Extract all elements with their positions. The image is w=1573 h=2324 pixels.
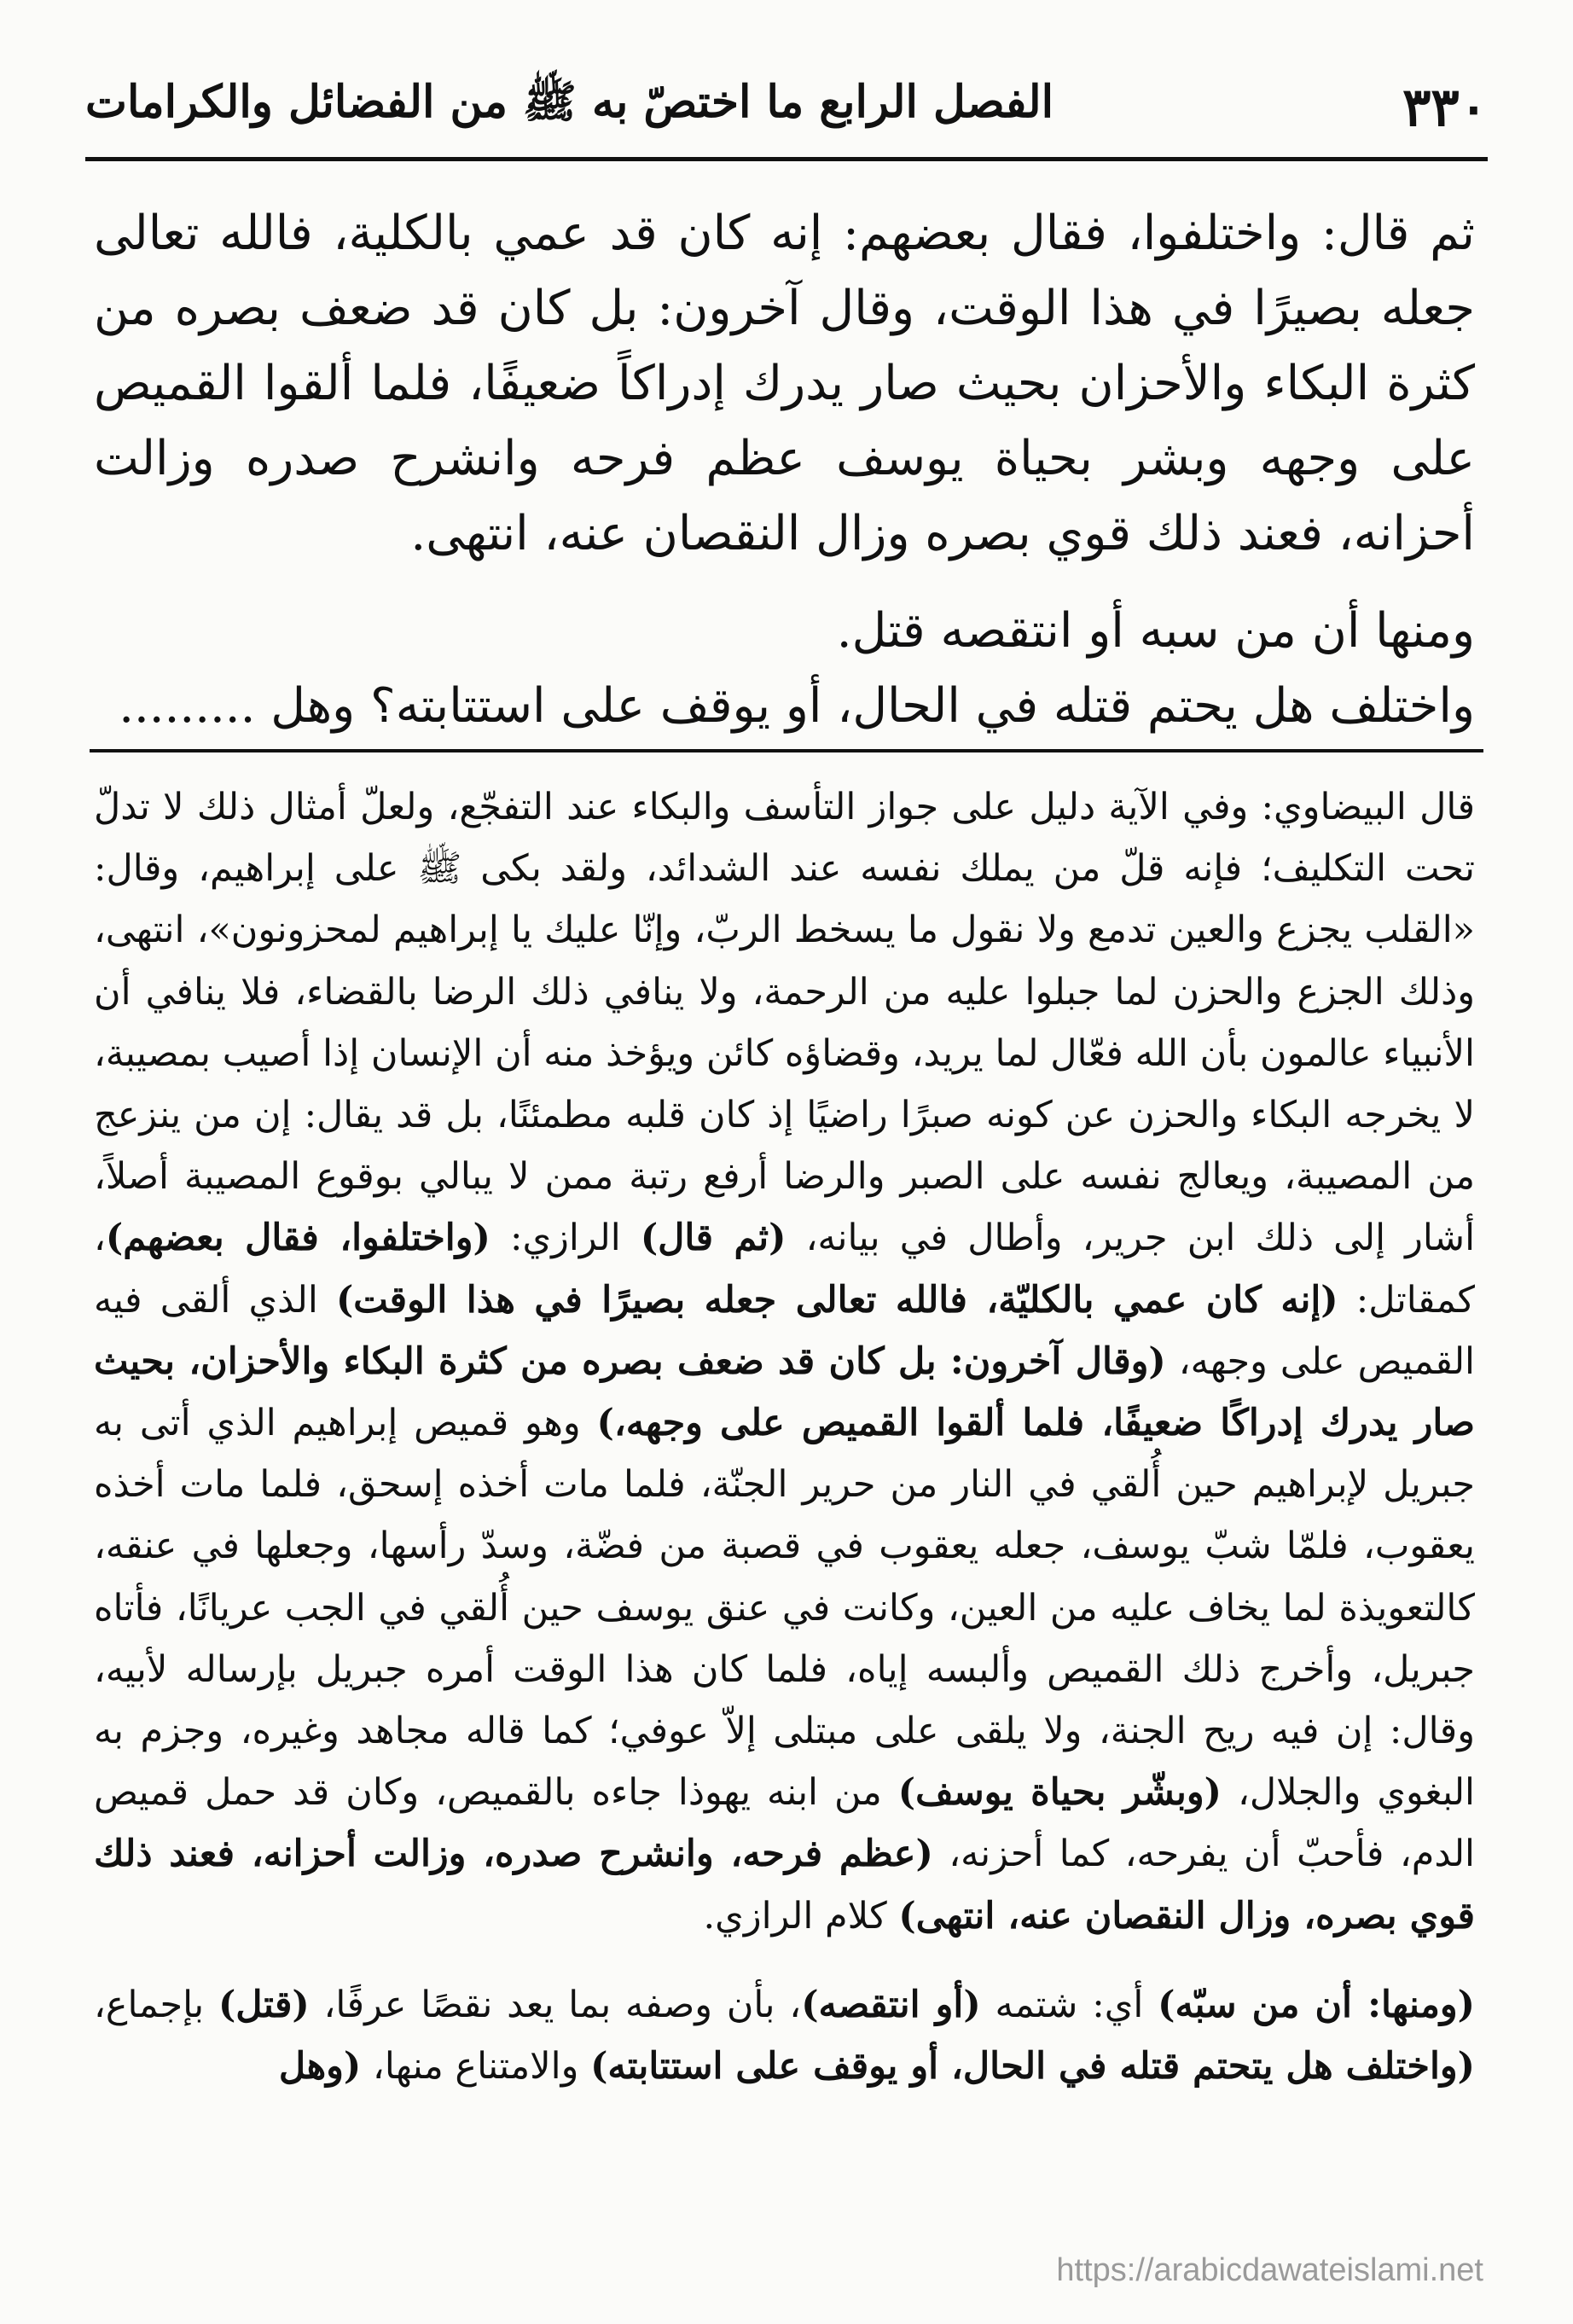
main-text-paragraph: ومنها أن من سبه أو انتقصه قتل. [836, 603, 1475, 659]
commentary-text: قال البيضاوي: وفي الآية دليل على جواز التأسف والبكاء عند التفجّع، ولعلّ أمثال ذلك لا تدلّ تحت التكليف؛ فإنه قلّ من يملك نفسه عند الشدائد، ولقد بكى ﷺ على إبراهيم، وقال: «القلب يجزع والعين تدمع ولا نقول ما يسخط الربّ، وإنّا عليك يا إبراهيم لمحزونون»، انتهى، وذلك الجزع والحزن لما جبلوا عليه من الرحمة، ولا ينافي ذلك الرضا بالقضاء، فلا ينافي أن الأنبياء عالمون بأن الله فعّال لما يريد، وقضاؤه كائن ويؤخذ منه أن الإنسان إذا أصيب بمصيبة، لا يخرجه البكاء والحزن عن كونه صبرًا راضيًا إذ كان قلبه مطمئنًا، بل قد يقال: إن من ينزعج من المصيبة، ويعالج نفسه على الصبر والرضا أرفع رتبة ممن لا يبالي بوقوع المصيبة أصلاً، أشار إلى ذلك ابن جرير، وأطال في بيانه، [94, 786, 1476, 1260]
quoted-main-text: (وقال آخرون: بل كان قد ضعف بصره من كثرة البكاء والأحزان، بحيث صار يدرك إدراكًا ضعيفًا، فلما ألقوا القميص على وجهه،) [94, 1339, 1475, 1445]
quoted-main-text: (ومنها: أن من سبّه) [1158, 1983, 1475, 2026]
commentary-text: ، كمقاتل: [94, 1217, 1475, 1322]
watermark-url: https://arabicdawateislami.net [1056, 2252, 1483, 2288]
page-header [85, 60, 1488, 154]
commentary-text: أي: شتمه [980, 1983, 1158, 2026]
commentary-text: الذي ألقى فيه القميص على وجهه، [94, 1278, 1475, 1383]
quoted-main-text: (واختلف هل يتحتم قتله في الحال، أو يوقف على استتابته) [590, 2045, 1475, 2089]
commentary-text: الرازي: [490, 1217, 641, 1260]
quoted-main-text: (واختلفوا، فقال بعضهم) [105, 1217, 490, 1260]
commentary [94, 776, 1475, 2097]
main-text-paragraph: واختلف هل يحتم قتله في الحال، أو يوقف على استتابته؟ وهل ......... [119, 678, 1475, 734]
quoted-main-text: (وبشّر بحياة يوسف) [897, 1771, 1222, 1815]
main-text [94, 196, 1475, 744]
header-rule [85, 157, 1488, 161]
quoted-main-text: (قتل) [218, 1983, 310, 2026]
commentary-paragraph [94, 1974, 1475, 2097]
commentary-text: من ابنه يهوذا جاءه بالقميص، وكان قد حمل قميص الدم، فأحبّ أن يفرحه، كما أحزنه، [94, 1771, 1475, 1876]
quoted-main-text: (وهل [278, 2045, 362, 2089]
commentary-text: بإجماع، [94, 1983, 218, 2026]
commentary-text: وهو قميص إبراهيم الذي أتى به جبريل لإبراهيم حين أُلقي في النار من حرير الجنّة، فلما مات أخذه إسحق، فلما مات أخذه يعقوب، فلمّا شبّ يوسف، جعله يعقوب في قصبة من فضّة، وسدّ رأسها، وجعلها في عنقه، كالتعويذة لما يخاف عليه من العين، وكانت في عنق يوسف حين أُلقي في الجب عريانًا، فأتاه جبريل، وأخرج ذلك القميص وألبسه إياه، فلما كان هذا الوقت أمره جبريل بإرساله لأبيه، وقال: إن فيه ريح الجنة، ولا يلقى على مبتلى إلاّ عوفي؛ كما قاله مجاهد وغيره، وجزم به البغوي والجلال، [94, 1402, 1475, 1815]
quoted-main-text: (ثم قال) [640, 1217, 786, 1260]
quoted-main-text: (إنه كان عمي بالكليّة، فالله تعالى جعله بصيرًا في هذا الوقت) [335, 1278, 1338, 1322]
quoted-main-text: (عظم فرحه، وانشرح صدره، وزالت أحزانه، فعند ذلك قوي بصره، وزال النقصان عنه، انتهى) [94, 1833, 1475, 1938]
page-number: ٣٣٠ [1402, 75, 1488, 138]
quoted-main-text: (أو انتقصه) [801, 1983, 981, 2026]
commentary-text: كلام الرازي. [703, 1894, 899, 1938]
running-title: الفصل الرابع ما اختصّ به ﷺ من الفضائل والكرامات [85, 75, 1054, 128]
footnote-separator [90, 749, 1483, 752]
commentary-paragraph [94, 776, 1475, 1947]
commentary-text: والامتناع منها، [361, 2045, 591, 2089]
main-text-paragraph: ثم قال: واختلفوا، فقال بعضهم: إنه كان قد عمي بالكلية، فالله تعالى جعله بصيرًا في هذا الوقت، وقال آخرون: بل كان قد ضعف بصره من كثرة البكاء والأحزان بحيث صار يدرك إدراكاً ضعيفًا، فلما ألقوا القميص على وجهه وبشر بحياة يوسف عظم فرحه وانشرح صدره وزالت أحزانه، فعند ذلك قوي بصره وزال النقصان عنه، انتهى. [94, 206, 1475, 561]
commentary-text: ، بأن وصفه بما يعد نقصًا عرفًا، [309, 1983, 802, 2026]
